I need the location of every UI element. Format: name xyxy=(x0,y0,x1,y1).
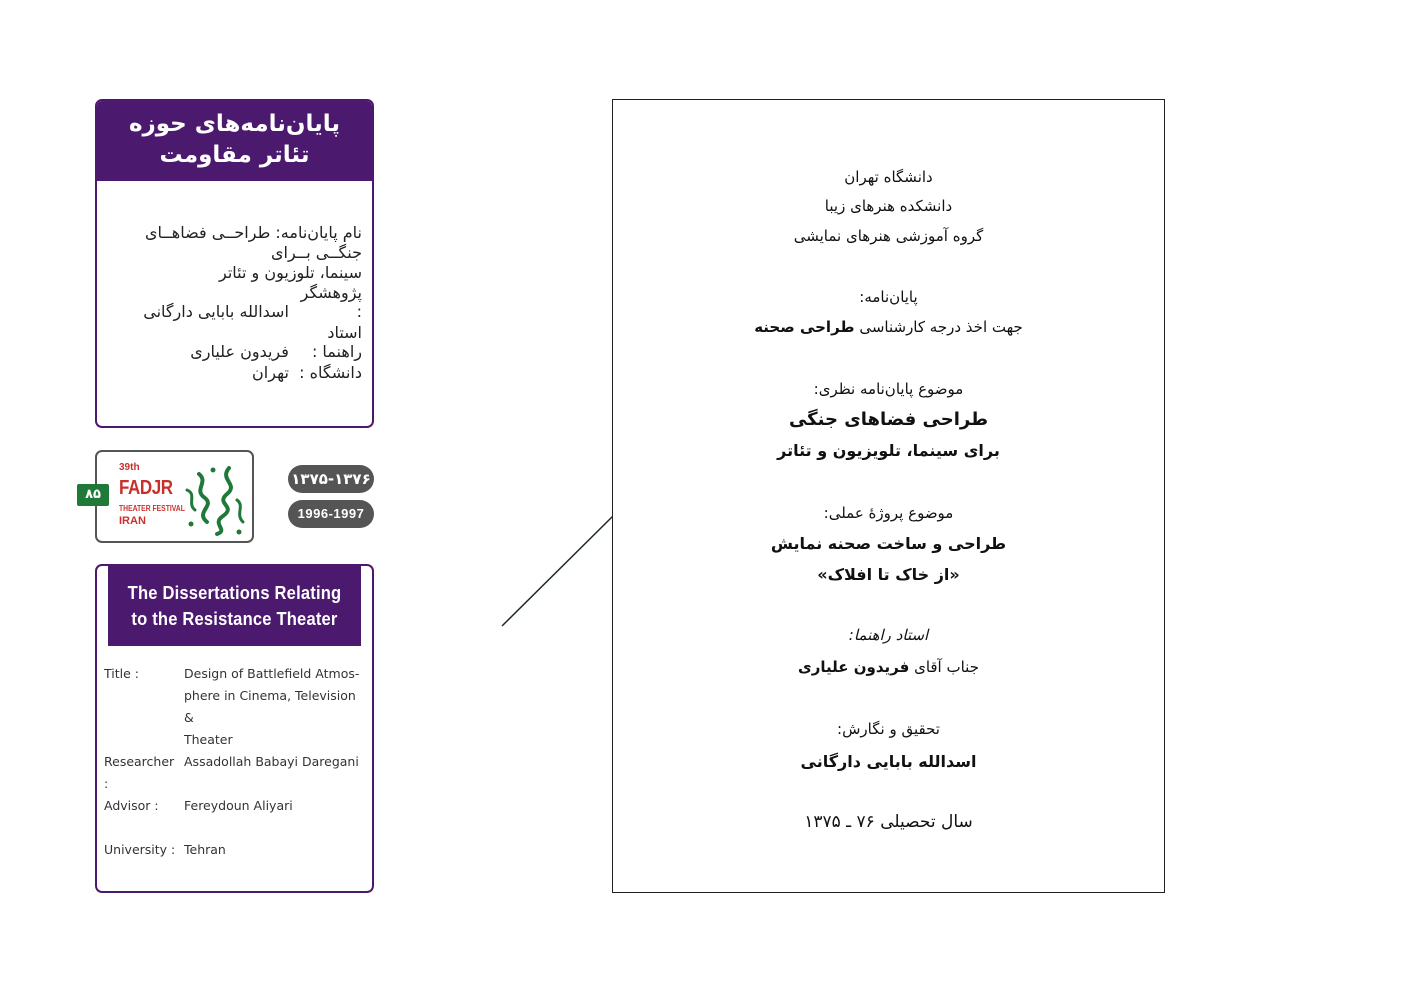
en-title-value-line3: Theater xyxy=(184,732,233,747)
doc-advisor-label: استاد راهنما: xyxy=(848,626,929,644)
doc-thesis-label: پایان‌نامه: xyxy=(859,288,918,306)
doc-theory-label: موضوع پایان‌نامه نظری: xyxy=(813,380,964,398)
page-number-badge: ۸۵ xyxy=(77,484,109,506)
persian-card-title-line2: تئاتر مقاومت xyxy=(159,142,310,168)
doc-academic-year: سال تحصیلی ۷۶ ـ ۱۳۷۵ xyxy=(804,812,973,832)
doc-project-title: طراحی و ساخت صحنه نمایش xyxy=(770,534,1007,553)
en-researcher-label: Researcher : xyxy=(104,754,175,791)
fadjr-wordmark: FADJR xyxy=(119,477,173,499)
persian-card-title-line1: پایان‌نامه‌های حوزه xyxy=(128,111,341,137)
researcher-label: پژوهشگر : xyxy=(300,283,362,321)
en-title-label: Title : xyxy=(104,666,139,681)
en-researcher-value: Assadollah Babayi Daregani xyxy=(184,754,359,769)
fadjr-edition: 39th xyxy=(119,462,140,473)
doc-advisor-name: فریدون علیاری xyxy=(797,658,910,676)
fadjr-subtitle: THEATER FESTIVAL xyxy=(119,504,185,513)
advisor-label: استاد راهنما : xyxy=(311,323,362,361)
thesis-value-line1: طراحــی فضاهــای جنگــی بــرای xyxy=(145,223,362,262)
doc-theory-subtitle: برای سینما، تلویزیون و تئاتر xyxy=(777,441,1000,460)
english-card-title-line2: to the Resistance Theater xyxy=(131,609,338,629)
en-university-value: Tehran xyxy=(184,842,226,857)
doc-theory-title: طراحی فضاهای جنگی xyxy=(788,409,989,430)
en-title-value-line2: phere in Cinema, Television & xyxy=(184,688,356,725)
doc-advisor-prefix: جناب آقای xyxy=(914,658,979,676)
english-card-title-line1: The Dissertations Relating xyxy=(127,583,342,603)
doc-degree-prefix: جهت اخذ درجه کارشناسی xyxy=(859,318,1023,336)
university-label: دانشگاه : xyxy=(299,363,362,382)
en-title-value-line1: Design of Battlefield Atmos- xyxy=(184,666,360,681)
doc-department: گروه آموزشی هنرهای نمایشی xyxy=(793,227,984,245)
doc-degree xyxy=(613,318,1164,336)
doc-project-name: «از خاک تا افلاک» xyxy=(817,565,960,584)
doc-degree-field: طراحی صحنه xyxy=(754,318,855,336)
doc-university: دانشگاه تهران xyxy=(844,168,933,186)
advisor-value: فریدون علیاری xyxy=(190,342,289,361)
fadjr-iran: IRAN xyxy=(119,515,146,527)
en-university-label: University : xyxy=(104,842,176,857)
year-pill-english: 1996-1997 xyxy=(288,500,374,528)
doc-author-name: اسدالله بابایی دارگانی xyxy=(800,752,977,771)
doc-author-label: تحقیق و نگارش: xyxy=(837,720,940,738)
thesis-label: نام پایان‌نامه: xyxy=(275,223,362,242)
year-pill-persian: ۱۳۷۵-۱۳۷۶ xyxy=(288,465,374,493)
thesis-value-line2: سینما، تلوزیون و تئاتر xyxy=(219,263,362,282)
doc-project-label: موضوع پروژهٔ عملی: xyxy=(823,504,954,522)
en-advisor-value: Fereydoun Aliyari xyxy=(184,798,293,813)
university-value: تهران xyxy=(252,363,289,382)
thesis-title-page xyxy=(612,99,1165,893)
en-advisor-label: Advisor : xyxy=(104,798,159,813)
researcher-value: اسدالله بابایی دارگانی xyxy=(143,302,289,321)
doc-advisor xyxy=(613,658,1164,676)
doc-faculty: دانشکده هنرهای زیبا xyxy=(824,197,953,215)
